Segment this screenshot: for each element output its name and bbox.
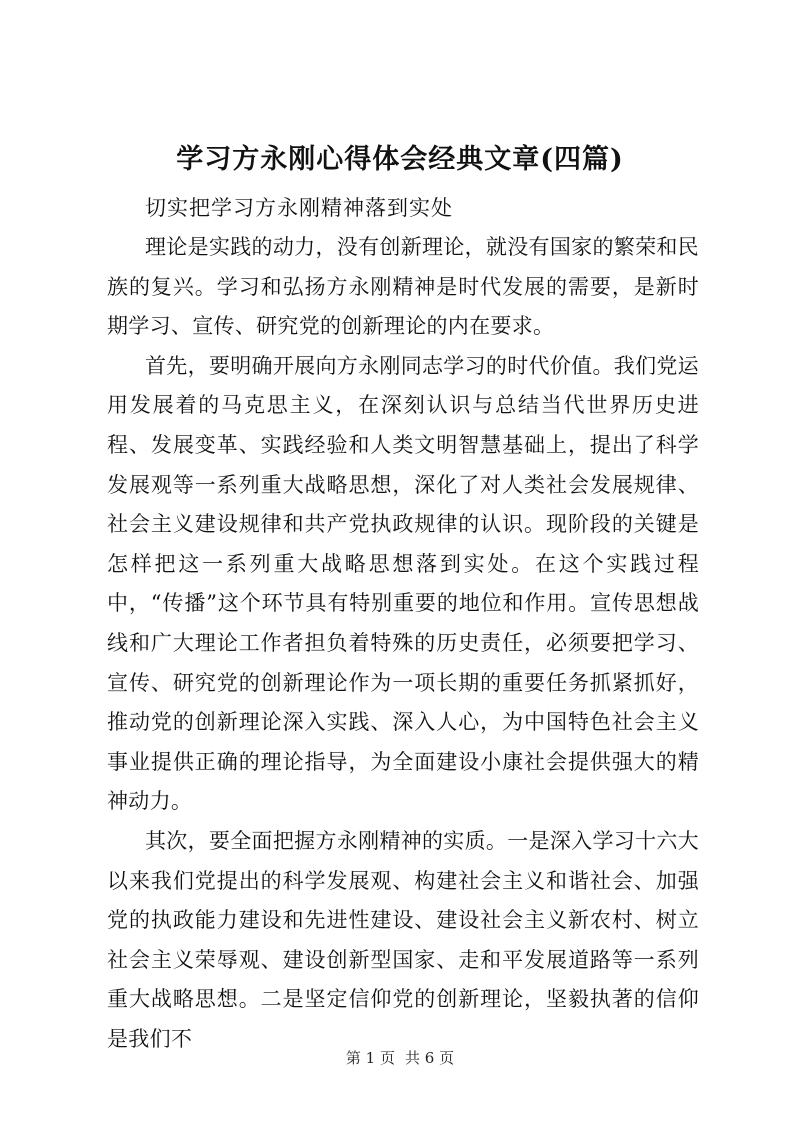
paragraph-1: 理论是实践的动力，没有创新理论，就没有国家的繁荣和民族的复兴。学习和弘扬方永刚精神是时代发展的需要，是新时期学习、宣传、研究党的创新理论的内在要求。 <box>107 235 699 339</box>
page-footer <box>0 1048 800 1068</box>
paragraph-2: 首先，要明确开展向方永刚同志学习的时代价值。我们党运用发展着的马克思主义，在深刻认识与总结当代世界历史进程、发展变革、实践经验和人类文明智慧基础上，提出了科学发展观等一系列重大战略思想，深化了对人类社会发展规律、社会主义建设规律和共产党执政规律的认识。现阶段的关键是怎样把这一系列重大战略思想落到实处。在这个实践过程中，“传播”这个环节具有特别重要的地位和作用。宣传思想战线和广大理论工作者担负着特殊的历史责任，必须要把学习、宣传、研究党的创新理论作为一项长期的重要任务抓紧抓好，推动党的创新理论深入实践、深入人心，为中国特色社会主义事业提供正确的理论指导，为全面建设小康社会提供强大的精神动力。 <box>107 353 699 814</box>
document-subtitle: 切实把学习方永刚精神落到实处 <box>145 196 453 220</box>
paragraph-3: 其次，要全面把握方永刚精神的实质。一是深入学习十六大以来我们党提出的科学发展观、构建社会主义和谐社会、加强党的执政能力建设和先进性建设、建设社会主义新农村、树立社会主义荣辱观、建设创新型国家、走和平发展道路等一系列重大战略思想。二是坚定信仰党的创新理论，坚毅执著的信仰是我们不 <box>107 828 699 1051</box>
page-number: 第 1 页 <box>345 1049 395 1067</box>
page-total: 共 6 页 <box>405 1049 455 1067</box>
document-body <box>107 188 699 1059</box>
document-title: 学习方永刚心得体会经典文章(四篇) <box>176 144 624 175</box>
